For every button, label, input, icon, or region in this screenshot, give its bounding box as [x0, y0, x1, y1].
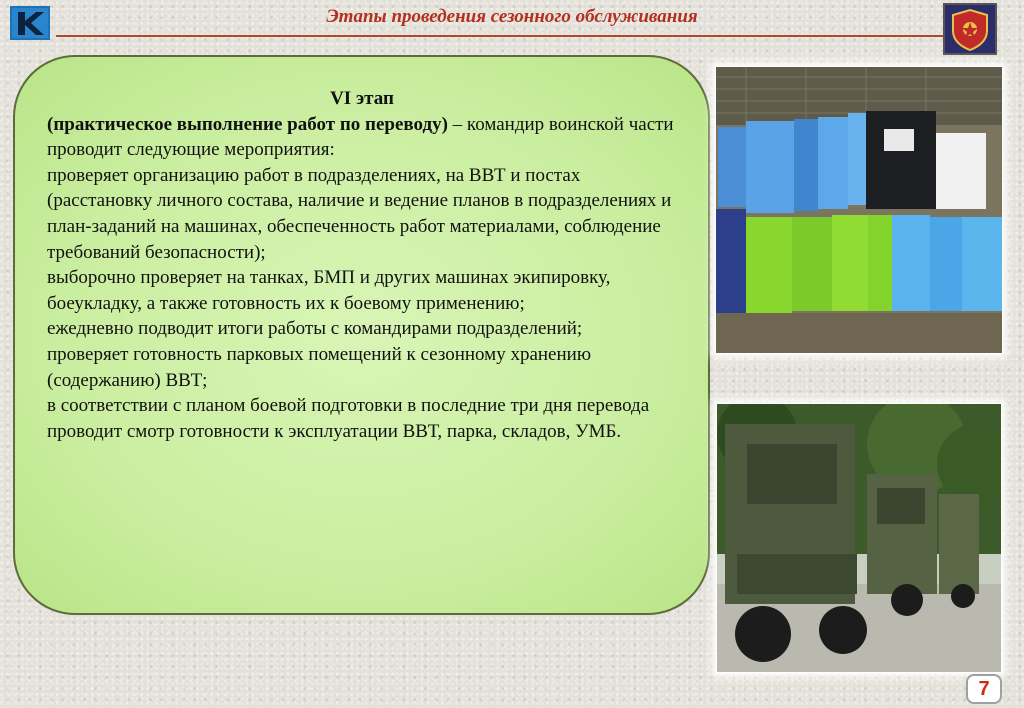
- list-item: ежедневно подводит итоги работы с командирами подразделений;: [47, 318, 583, 340]
- shield-emblem-icon: [943, 3, 997, 55]
- slide-header: [0, 0, 1024, 40]
- list-item: в соответствии с планом боевой подготовки в последние три дня перевода проводит смотр готовности к эксплуатации ВВТ, парка, складов, УМБ.: [47, 395, 650, 442]
- stage-lead-bold: (практическое выполнение работ по переводу): [47, 113, 448, 135]
- page-number-badge: 7: [966, 674, 1002, 704]
- list-item: проверяет организацию работ в подразделениях, на ВВТ и постах (расстановку личного состава, наличие и ведение планов в подразделениях и план-заданий на машинах, обеспеченность работ материалами, соблюдение требований безопасности);: [47, 164, 672, 263]
- header-divider: [56, 35, 968, 37]
- stage-lead: [47, 112, 687, 163]
- stage-heading: VI этап: [330, 88, 394, 109]
- list-item: проверяет готовность парковых помещений к сезонному хранению (содержанию) ВВТ;: [47, 343, 592, 391]
- stage-lead-rest: – командир воинской части проводит следующие мероприятия:: [47, 113, 674, 161]
- stage-description-text: [47, 86, 687, 444]
- slide-title: Этапы проведения сезонного обслуживания: [326, 6, 698, 27]
- photo-documents: [715, 66, 1003, 354]
- list-item: выборочно проверяет на танках, БМП и других машинах экипировку, боеукладку, а также готовность их к боевому применению;: [47, 267, 611, 314]
- photo-trucks: [716, 403, 1002, 673]
